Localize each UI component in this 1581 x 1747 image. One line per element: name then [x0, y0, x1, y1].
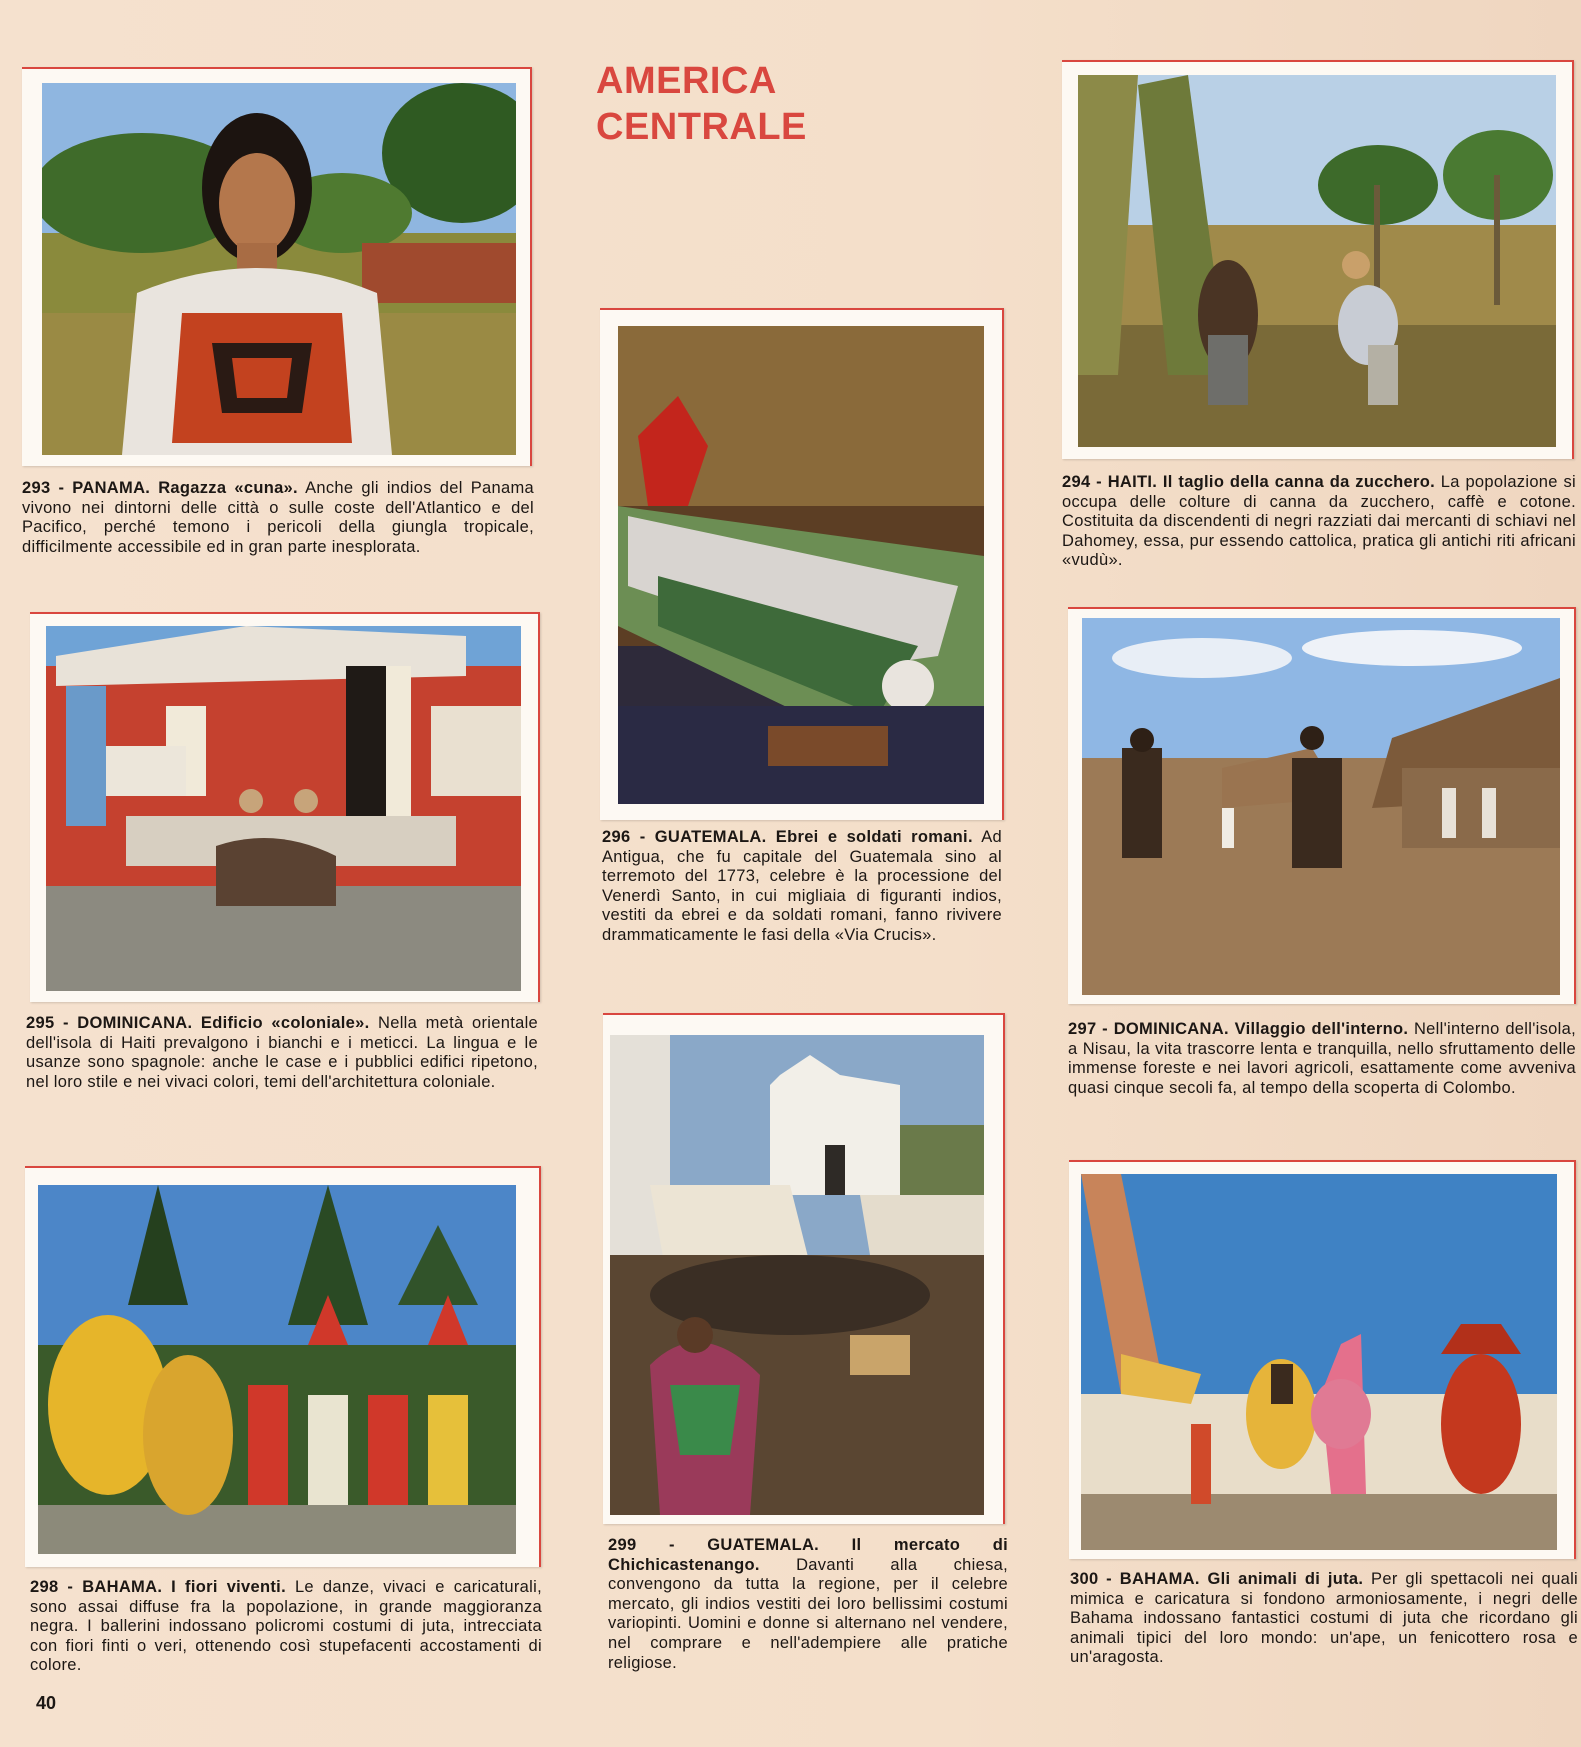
- sticker-card-297: [1068, 607, 1576, 1004]
- title-line-2: CENTRALE: [596, 106, 807, 148]
- caption-294: [1062, 473, 1576, 571]
- photo-jute-animals-dance: [1081, 1174, 1557, 1550]
- caption-293: [22, 479, 534, 557]
- caption-294-body: La popolazione si occupa delle colture di canna da zucchero, caffè e cotone. Costituita da discendenti di negri razziati dai mercanti di schiavi nel Dahomey, essa, pur essendo cattolica, pratica gli antichi riti africani «vudù».: [1062, 473, 1577, 570]
- sticker-card-293: [22, 67, 532, 466]
- sticker-card-299: [603, 1013, 1005, 1524]
- caption-295-head: 295 - DOMINICANA. Edificio «coloniale».: [26, 1014, 370, 1032]
- caption-298-body: Le danze, vivaci e caricaturali, sono assai diffuse fra la popolazione, in grande maggioranza negra. I ballerini indossano policromi costumi di juta, intrecciata con fiori finti o veri, ottenendo così stupefacenti accostamenti di colore.: [30, 1578, 542, 1675]
- caption-299-head: 299 - GUATEMALA. Il mercato di Chichicastenango.: [608, 1536, 1008, 1574]
- page-number: 40: [36, 1693, 57, 1713]
- caption-299-body: Davanti alla chiesa, convengono da tutta la regione, per il celebre mercato, gli indios vestiti dei loro bellissimi costumi variopinti. Uomini e donne si alternano nel vendere, nel comprare e nell'adempiere alle pratiche religiose.: [608, 1555, 1008, 1672]
- caption-293-head: 293 - PANAMA. Ragazza «cuna».: [22, 479, 298, 497]
- sticker-card-295: [30, 612, 540, 1002]
- caption-295-body: Nella metà orientale dell'isola di Haiti prevalgono i bianchi e i meticci. La lingua e le usanze sono spagnole: anche le case e i pubblici edifici ripetono, nel loro stile e nei vivaci colori, temi dell'architettura coloniale.: [26, 1014, 539, 1091]
- caption-300: [1070, 1570, 1578, 1668]
- caption-296-head: 296 - GUATEMALA. Ebrei e soldati romani.: [602, 828, 973, 846]
- photo-colonial-building: [46, 626, 521, 991]
- photo-panama-girl: [42, 83, 516, 455]
- sticker-card-298: [25, 1166, 541, 1567]
- caption-297-body: Nell'interno dell'isola, a Nisau, la vita trascorre lenta e tranquilla, nello sfruttamento delle immense foreste e nei lavori agricoli, esattamente come avveniva quasi cinque secoli fa, al tempo della scoperta di Colombo.: [1068, 1020, 1576, 1097]
- caption-296-body: Ad Antigua, che fu capitale del Guatemala sino al terremoto del 1773, celebre è la processione del Venerdì Santo, in cui migliaia di figuranti indios, vestiti da ebrei e da soldati romani, fanno rivivere drammaticamente le fasi della «Via Crucis».: [602, 828, 1002, 944]
- page-title: [596, 58, 856, 150]
- caption-297-head: 297 - DOMINICANA. Villaggio dell'interno.: [1068, 1020, 1409, 1038]
- photo-chichicastenango-market: [610, 1035, 984, 1515]
- photo-haiti-sugar-cane: [1078, 75, 1556, 447]
- sticker-card-294: [1062, 60, 1574, 459]
- photo-good-friday-procession: [618, 326, 984, 804]
- sticker-card-296: [600, 308, 1004, 820]
- caption-297: [1068, 1020, 1576, 1098]
- caption-294-head: 294 - HAITI. Il taglio della canna da zucchero.: [1062, 473, 1436, 491]
- caption-299: [608, 1536, 1008, 1673]
- sticker-card-300: [1069, 1160, 1576, 1559]
- caption-296: [602, 828, 1002, 946]
- caption-298: [30, 1578, 542, 1676]
- caption-298-head: 298 - BAHAMA. I fiori viventi.: [30, 1578, 286, 1596]
- caption-300-body: Per gli spettacoli nei quali mimica e caricatura si fondono armoniosamente, i negri delle Bahama indossano fantastici costumi di juta che ricordano gli animali tipici del loro mondo: un'ape, un fenicottero rosa e un'aragosta.: [1070, 1570, 1578, 1667]
- caption-293-body: Anche gli indios del Panama vivono nei dintorni delle città o sulle coste dell'Atlantico e del Pacifico, perché temono i pericoli della giungla tropicale, difficilmente accessibile ed in gran parte inesplorata.: [22, 479, 534, 556]
- caption-300-head: 300 - BAHAMA. Gli animali di juta.: [1070, 1570, 1364, 1588]
- photo-living-flowers-dance: [38, 1185, 516, 1554]
- caption-295: [26, 1014, 538, 1092]
- photo-inland-village: [1082, 618, 1560, 995]
- title-line-1: AMERICA: [596, 60, 777, 102]
